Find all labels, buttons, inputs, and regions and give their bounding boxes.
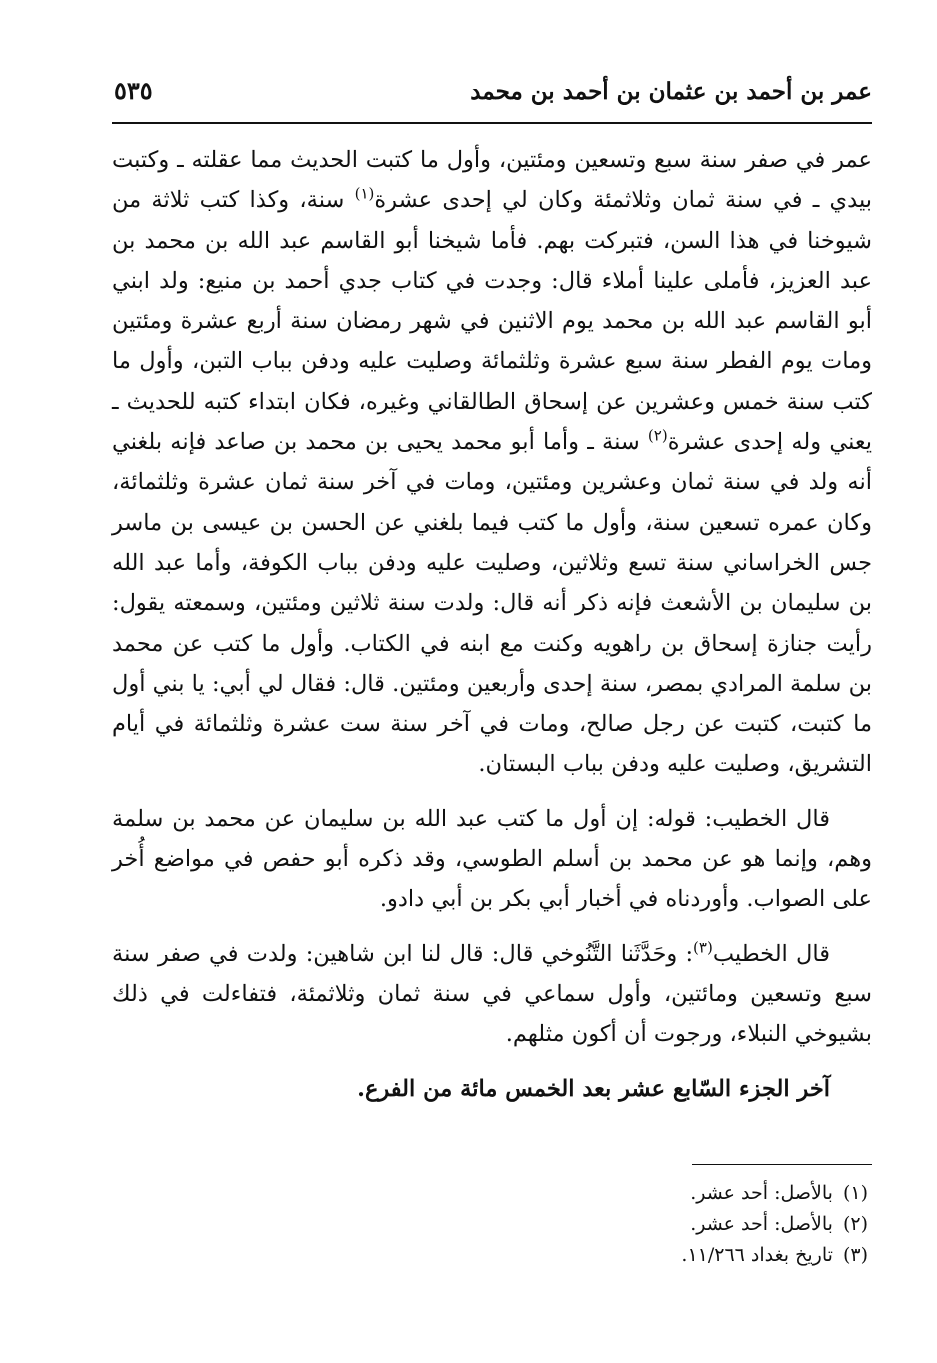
paragraph-3: [112, 934, 872, 1055]
paragraph-1-part-2: سنة، وكذا كتب ثلاثة من شيوخنا في هذا السن، فتبركت بهم. فأما شيخنا أبو القاسم عبد الله بن محمد بن عبد العزيز، فأملى علينا أملاء قال: وجدت في كتاب جدي أحمد بن منيع: ولد ابني أبو القاسم عبد الله بن محمد يوم الاثنين في شهر رمضان سنة أربع عشرة ومئتين ومات يوم الفطر سنة سبع عشرة وثلثمائة وصليت عليه ودفن بباب التبن، وأول ما كتب سنة خمس وعشرين عن إسحاق الطالقاني وغيره، فكان ابتداء كتبه للحديث ـ يعني وله إحدى عشرة: [112, 187, 873, 456]
paragraph-1-part-1: عمر في صفر سنة سبع وتسعين ومئتين، وأول ما كتبت الحديث مما عقلته ـ وكتبت بيدي ـ في سنة ثمان وثلاثمئة وكان لي إحدى عشرة: [112, 147, 873, 214]
footnote-1: [681, 1178, 868, 1209]
footnote-3: [681, 1240, 868, 1271]
paragraph-3-part-2: : وحَدَّثَنا التَّنُوخي قال: قال لنا ابن شاهين: ولدت في صفر سنة سبع وتسعين ومائتين، وأول سماعي في سنة ثمان وثلاثمئة، فتفاءلت في ذلك بشيوخي النبلاء، ورجوت أن أكون مثلهم.: [112, 940, 872, 1048]
footnote-2: [681, 1209, 868, 1240]
paragraph-3-part-1: قال الخطيب: [712, 940, 830, 967]
header-rule: [112, 122, 872, 124]
page-number: ٥٣٥: [114, 76, 153, 105]
footnote-text: بالأصل: أحد عشر.: [690, 1182, 833, 1204]
closing-line: آخر الجزء السّابع عشر بعد الخمس مائة من الفرع.: [357, 1075, 830, 1102]
page-header: [112, 60, 872, 120]
book-page: [112, 60, 872, 1320]
footnote-marker-3: (٣): [693, 938, 713, 957]
footnote-marker-2: (٢): [647, 426, 668, 445]
footnote-text: تاريخ بغداد ١١/٢٦٦.: [681, 1244, 833, 1266]
footnote-number: (١): [842, 1182, 868, 1204]
paragraph-1-part-3: سنة ـ وأما أبو محمد يحيى بن محمد بن صاعد فإنه بلغني أنه ولد في سنة ثمان وعشرين ومئتين، ومات في آخر سنة ثمان عشرة وثلثمائة، وكان عمره تسعين سنة، وأول ما كتب فيما بلغني عن الحسن بن عيسى بن ماسر جس الخراساني سنة تسع وثلاثين، وصليت عليه ودفن بباب الكوفة، وأما عبد الله بن سليمان بن الأشعث فإنه ذكر أنه قال: ولدت سنة ثلاثين ومئتين، وسمعته يقول: رأيت جنازة إسحاق بن راهويه وكنت مع ابنه في الكتاب. وأول ما كتب عن محمد بن سلمة المرادي بمصر، سنة إحدى وأربعين ومئتين. قال: فقال لي أبي: يا بني أول ما كتبت، كتبت عن رجل صالح، ومات في آخر سنة ست عشرة وثلثمائة في أيام التشريق، وصليت عليه ودفن بباب البستان.: [112, 429, 872, 778]
body-text: [112, 140, 872, 1109]
running-title: عمر بن أحمد بن عثمان بن أحمد بن محمد: [470, 78, 872, 105]
footnote-number: (٣): [842, 1244, 868, 1266]
footnote-number: (٢): [842, 1213, 868, 1235]
footnotes: [681, 1178, 868, 1271]
paragraph-2: قال الخطيب: قوله: إن أول ما كتب عبد الله بن سليمان عن محمد بن سلمة وهم، وإنما هو عن محمد بن أسلم الطوسي، وقد ذكره أبو حفص في مواضع أُخر على الصواب. وأوردناه في أخبار أبي بكر بن أبي دادو.: [112, 805, 872, 913]
footnote-text: بالأصل: أحد عشر.: [690, 1213, 833, 1235]
footnote-marker-1: (١): [354, 184, 375, 203]
footnote-rule: [692, 1164, 872, 1165]
paragraph-1: [112, 140, 872, 785]
